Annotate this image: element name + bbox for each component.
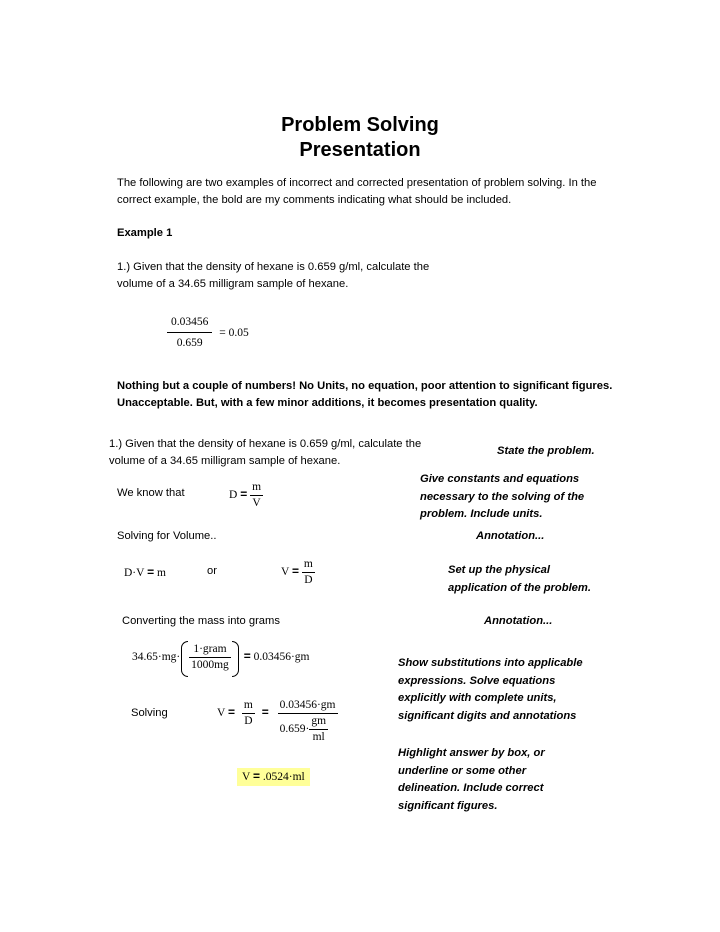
note-constants: Give constants and equations necessary to the solving of the problem. Include units. [420,473,585,520]
conversion-denominator: 1000mg [191,659,229,671]
wrong-calculation [167,316,249,350]
answer-box [237,768,310,786]
solve-numerator-1: m [242,699,255,714]
density-numerator: m [250,481,263,496]
critique-text: Nothing but a couple of numbers! No Units, no equation, poor attention to significant figures. Unacceptable. But, with a few minor additions, it becomes presentation quality. [117,380,613,409]
or-label: or [207,565,217,577]
dv-rhs: m [157,567,166,579]
equals-sign: = [227,705,235,720]
solving-label: Solving [131,707,168,719]
conversion-prefix: 34.65·mg· [132,651,181,664]
solve-denominator-2 [278,714,338,744]
density-lhs: D [229,489,238,502]
note-physical: Set up the physical application of the problem. [448,564,591,594]
note-substitutions: Show substitutions into applicable expressions. Solve equations explicitly with complete units, significant digits and annotations [398,657,583,722]
left-paren [181,641,188,677]
page-title-line-2: Presentation [299,139,421,161]
conversion-factor [183,643,237,672]
note-annotation-1: Annotation... [476,530,545,542]
equals-sign: = [261,705,269,720]
equals-sign: = [291,564,299,579]
solve-denominator-prefix: 0.659· [279,723,310,735]
note-state-problem: State the problem. [497,445,595,457]
volume-numerator: m [302,558,315,573]
dv-equation [124,566,166,580]
conversion-fraction [189,643,231,672]
answer-lhs: V [242,771,251,783]
equals-sign: = [243,649,251,664]
units-denominator: ml [312,731,325,743]
intro-paragraph: The following are two examples of incorrect and corrected presentation of problem solving. In the correct example, the bold are my comments indicating what should be included. [117,177,597,206]
volume-denominator: D [304,574,313,586]
equals-sign: = [240,487,248,502]
volume-fraction [302,558,315,587]
note-highlight: Highlight answer by box, or underline or some other delineation. Include correct significant figures. [398,747,545,812]
answer-value: .0524·ml [262,771,305,783]
page-title-line-1: Problem Solving [281,114,439,136]
solving-volume-label: Solving for Volume.. [117,530,217,542]
example-heading: Example 1 [117,227,173,239]
wrong-result: = 0.05 [219,326,249,339]
note-annotation-2: Annotation... [484,615,553,627]
wrong-denominator: 0.659 [176,337,203,349]
solving-equation [217,699,338,744]
dv-lhs: D·V [124,567,145,579]
right-paren [232,641,239,677]
problem-statement: 1.) Given that the density of hexane is 0.659 g/ml, calculate the volume of a 34.65 milligram sample of hexane. [117,261,430,290]
units-fraction [309,715,328,744]
conversion-numerator: 1·gram [189,643,231,658]
conversion-result: 0.03456·gm [253,651,310,664]
solve-fraction-2 [278,699,338,744]
wrong-fraction [167,316,212,350]
density-fraction [250,481,263,510]
equals-sign: = [147,565,155,579]
wrong-numerator: 0.03456 [167,316,212,333]
we-know-label: We know that [117,487,185,499]
solve-fraction-1 [242,699,255,728]
conversion-equation [132,643,309,672]
solve-lhs: V [217,707,226,720]
units-numerator: gm [309,715,328,730]
density-denominator: V [252,497,261,509]
equals-sign: = [252,769,260,783]
converting-label: Converting the mass into grams [122,615,280,627]
volume-equation [281,558,315,587]
solve-numerator-2: 0.03456·gm [278,699,338,714]
v-lhs: V [281,566,290,579]
density-equation [229,481,263,510]
corrected-problem-statement: 1.) Given that the density of hexane is 0.659 g/ml, calculate the volume of a 34.65 milligram sample of hexane. [109,438,422,467]
solve-denominator-1: D [244,715,253,727]
